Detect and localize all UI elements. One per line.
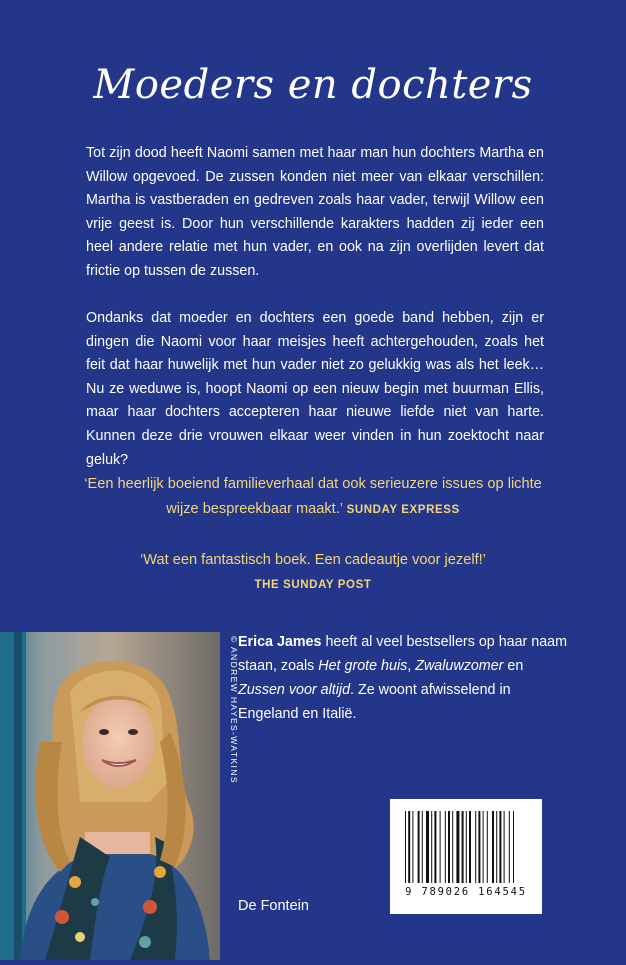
barcode-bar bbox=[408, 811, 410, 883]
barcode-bar bbox=[469, 811, 471, 883]
barcode-bar bbox=[434, 811, 436, 883]
barcode-bar bbox=[513, 811, 514, 883]
barcode-bar bbox=[405, 811, 406, 883]
barcode-bar bbox=[448, 811, 450, 883]
author-bio bbox=[238, 630, 568, 726]
book-title-3: Zussen voor altijd bbox=[238, 682, 351, 698]
bio-sep-1: , bbox=[407, 658, 416, 674]
isbn-barcode bbox=[390, 799, 542, 914]
bio-sep-2: en bbox=[503, 658, 524, 674]
author-photo bbox=[0, 632, 220, 960]
barcode-bar bbox=[487, 811, 488, 883]
barcode-bar bbox=[504, 811, 505, 883]
review-quote-2 bbox=[70, 548, 556, 598]
review-quote-1-text: ‘Een heerlijk boeiend familieverhaal dat ook serieuzere issues op lichte wijze bespreekbaar maakt.’ bbox=[84, 476, 542, 517]
barcode-bar bbox=[452, 811, 453, 883]
review-quote-1-source: SUNDAY EXPRESS bbox=[346, 504, 460, 516]
barcode-bar bbox=[440, 811, 441, 883]
svg-text:© ANDREW HAYES-WATKINS: © ANDREW HAYES-WATKINS bbox=[229, 636, 239, 784]
review-quote-2-text: ‘Wat een fantastisch boek. Een cadeautje voor jezelf!’ bbox=[140, 552, 486, 568]
book-title-1: Het grote huis bbox=[318, 658, 408, 674]
photo-credit bbox=[222, 636, 239, 816]
book-title: Moeders en dochters bbox=[93, 62, 533, 108]
blurb-paragraph-2: Ondanks dat moeder en dochters een goede band hebben, zijn er dingen die Naomi voor haar meisjes heeft achtergehouden, zoals het feit dat haar huwelijk met hun vader niet zo gelukkig was als het leek… Nu ze weduwe is, hoopt Naomi op een nieuw begin met buurman Ellis, maar haar dochters accepteren haar nieuwe liefde niet van harte. Kunnen deze drie vrouwen elkaar weer vinden in hun zoektocht naar geluk? bbox=[86, 310, 544, 468]
barcode-bar bbox=[499, 811, 501, 883]
review-quote-1 bbox=[70, 472, 556, 523]
barcode-bar bbox=[492, 811, 494, 883]
bio-text-2: . Ze woont afwisselend in Engeland en Italië. bbox=[238, 682, 511, 722]
barcode-bar bbox=[431, 811, 432, 883]
barcode-bar bbox=[475, 811, 476, 883]
barcode-number: 9 789026 164545 bbox=[405, 886, 527, 898]
barcode-bars bbox=[405, 811, 529, 883]
barcode-bar bbox=[422, 811, 423, 883]
barcode-bar bbox=[483, 811, 484, 883]
author-name: Erica James bbox=[238, 634, 322, 650]
barcode-bar bbox=[445, 811, 446, 883]
barcode-bar bbox=[418, 811, 420, 883]
review-quote-2-source: THE SUNDAY POST bbox=[254, 579, 372, 591]
publisher-name: De Fontein bbox=[238, 898, 309, 914]
blurb-paragraph-1: Tot zijn dood heeft Naomi samen met haar man hun dochters Martha en Willow opgevoed. De zussen konden niet meer van elkaar verschillen: Martha is vastberaden en gedreven zoals haar vader, terwijl Willow een vrije geest is. Door hun verschillende karakters hadden zij ieder een heel andere relatie met hun vader, en ook na zijn overlijden levert dat frictie op tussen de zussen. bbox=[86, 145, 544, 279]
barcode-bar bbox=[412, 811, 413, 883]
barcode-bar bbox=[496, 811, 497, 883]
barcode-bar bbox=[478, 811, 480, 883]
barcode-bar bbox=[509, 811, 510, 883]
bio-text-1: heeft al veel bestsellers op haar naam staan, zoals bbox=[238, 634, 568, 674]
barcode-bar bbox=[462, 811, 464, 883]
barcode-bar bbox=[456, 811, 459, 883]
book-title-2: Zwaluwzomer bbox=[415, 658, 504, 674]
author-photo-illustration bbox=[0, 632, 220, 960]
barcode-bar bbox=[426, 811, 429, 883]
barcode-bar bbox=[466, 811, 467, 883]
